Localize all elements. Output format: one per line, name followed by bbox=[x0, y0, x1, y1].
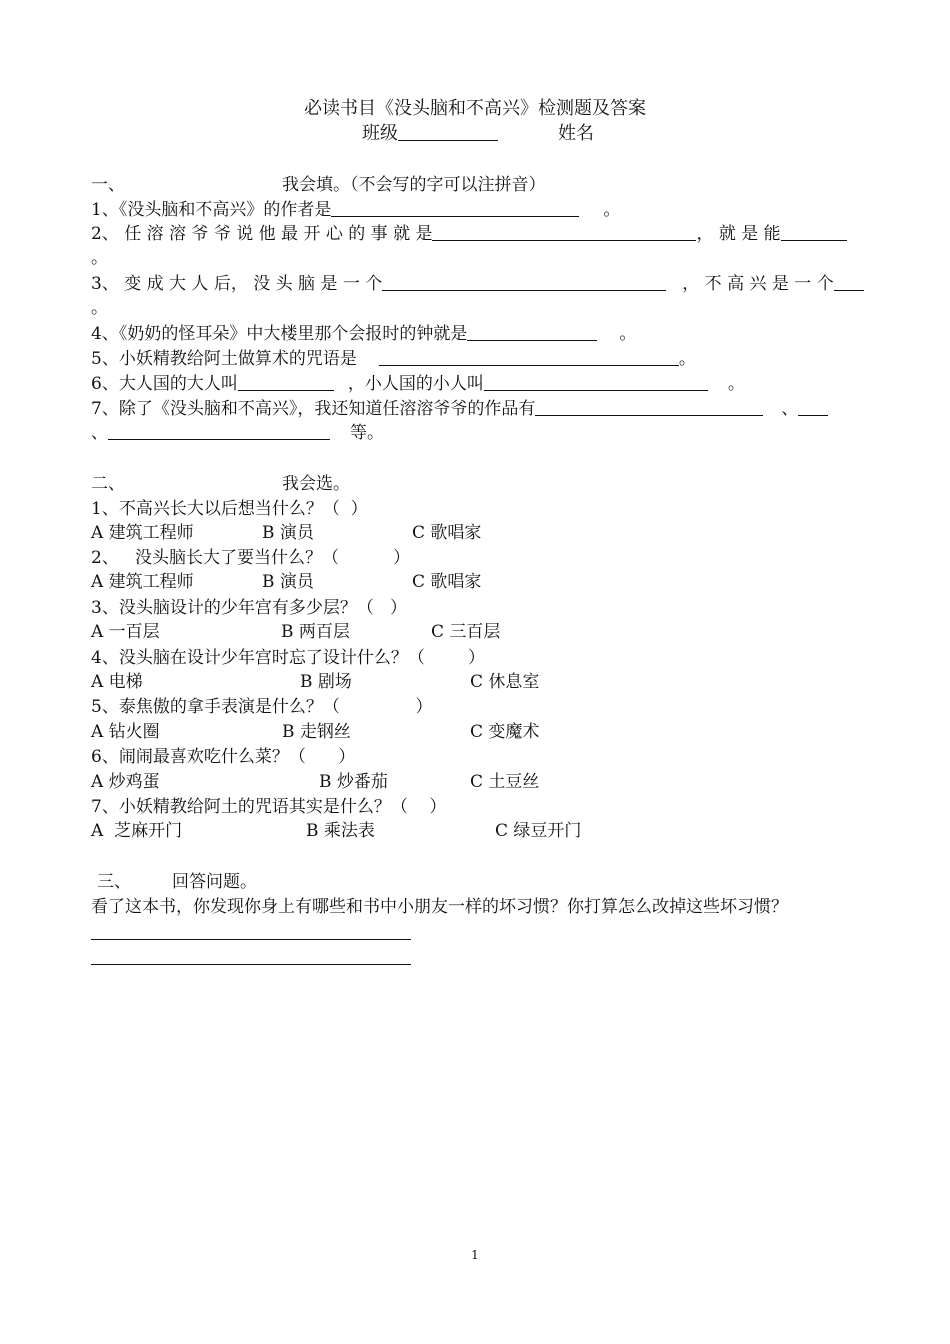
class-name-line bbox=[362, 122, 594, 146]
question1-4 bbox=[91, 322, 636, 346]
question2-3: 3、没头脑设计的少年宫有多少层？（ ） bbox=[91, 598, 408, 618]
q-text: ，小人国的小人叫 bbox=[347, 374, 484, 394]
q-text: 。 bbox=[727, 374, 745, 394]
q-text: 4、《奶奶的怪耳朵》中大楼里那个会报时的钟就是 bbox=[91, 324, 468, 344]
section2-heading: 我会选。 bbox=[282, 474, 350, 494]
question1-5 bbox=[91, 347, 696, 371]
question1-2 bbox=[91, 222, 847, 246]
document-title: 必读书目《没头脑和不高兴》检测题及答案 bbox=[304, 98, 646, 119]
option-a[interactable]: A 钻火圈 bbox=[91, 722, 160, 742]
option-c[interactable]: C 歌唱家 bbox=[412, 572, 482, 592]
name-label: 姓名 bbox=[558, 123, 594, 144]
question1-7 bbox=[91, 397, 828, 421]
option-c[interactable]: C 绿豆开门 bbox=[495, 821, 582, 841]
class-blank[interactable] bbox=[398, 122, 498, 141]
q-text: 5、小妖精教给阿土做算术的咒语是 bbox=[91, 349, 357, 369]
answer-blank[interactable] bbox=[331, 198, 579, 217]
question2-4: 4、没头脑在设计少年宫时忘了设计什么？（ ） bbox=[91, 648, 486, 668]
section1-number: 一、 bbox=[91, 175, 125, 195]
section2-number: 二、 bbox=[91, 474, 125, 494]
q-text: 、 bbox=[91, 423, 108, 443]
q-text: 2、 任 溶 溶 爷 爷 说 他 最 开 心 的 事 就 是 bbox=[91, 224, 433, 244]
answer-blank[interactable] bbox=[781, 222, 847, 241]
answer-blank[interactable] bbox=[834, 272, 864, 291]
option-b[interactable]: B 炒番茄 bbox=[319, 772, 388, 792]
q-text: 3、 变 成 大 人 后， 没 头 脑 是 一 个 bbox=[91, 274, 383, 294]
answer-line-2[interactable] bbox=[91, 963, 411, 965]
question2-1: 1、不高兴长大以后想当什么？（ ） bbox=[91, 499, 368, 519]
option-a[interactable]: A 建筑工程师 bbox=[91, 523, 194, 543]
q-text: ， 不 高 兴 是 一 个 bbox=[682, 274, 834, 294]
answer-blank[interactable] bbox=[108, 421, 330, 440]
q-text: 。 bbox=[603, 200, 621, 220]
option-a[interactable]: A 芝麻开门 bbox=[91, 821, 183, 841]
option-a[interactable]: A 一百层 bbox=[91, 622, 160, 642]
answer-blank[interactable] bbox=[535, 397, 763, 416]
question1-3-end: 。 bbox=[91, 298, 108, 318]
option-a[interactable]: A 炒鸡蛋 bbox=[91, 772, 160, 792]
answer-blank[interactable] bbox=[379, 347, 679, 366]
answer-blank[interactable] bbox=[432, 222, 696, 241]
question2-6: 6、闹闹最喜欢吃什么菜？（ ） bbox=[91, 747, 356, 767]
q-text: 、 bbox=[781, 399, 799, 419]
section3-question: 看了这本书，你发现你身上有哪些和书中小朋友一样的坏习惯？你打算怎么改掉这些坏习惯？ bbox=[91, 897, 788, 917]
option-c[interactable]: C 休息室 bbox=[470, 672, 540, 692]
question2-7: 7、小妖精教给阿土的咒语其实是什么？（ ） bbox=[91, 797, 447, 817]
answer-blank[interactable] bbox=[484, 372, 708, 391]
question1-2-end: 。 bbox=[91, 248, 108, 268]
question1-6 bbox=[91, 372, 745, 396]
answer-blank[interactable] bbox=[467, 322, 597, 341]
section3-number: 三、 bbox=[97, 872, 131, 892]
q-text: 7、除了《没头脑和不高兴》，我还知道任溶溶爷爷的作品有 bbox=[91, 399, 536, 419]
section3-heading: 回答问题。 bbox=[172, 872, 257, 892]
answer-blank[interactable] bbox=[382, 272, 666, 291]
option-b[interactable]: B 乘法表 bbox=[306, 821, 375, 841]
question2-5: 5、泰焦傲的拿手表演是什么？（ ） bbox=[91, 697, 433, 717]
q-text: 。 bbox=[619, 324, 637, 344]
class-label: 班级 bbox=[362, 123, 398, 144]
option-b[interactable]: B 剧场 bbox=[300, 672, 352, 692]
option-c[interactable]: C 变魔术 bbox=[470, 722, 540, 742]
q-text: 6、大人国的大人叫 bbox=[91, 374, 238, 394]
section1-header bbox=[91, 173, 125, 197]
answer-line-1[interactable] bbox=[91, 938, 411, 940]
question1-7-cont bbox=[91, 421, 384, 445]
option-c[interactable]: C 土豆丝 bbox=[470, 772, 540, 792]
option-a[interactable]: A 电梯 bbox=[91, 672, 143, 692]
option-b[interactable]: B 演员 bbox=[262, 523, 314, 543]
option-b[interactable]: B 演员 bbox=[262, 572, 314, 592]
q-text: ， 就 是 能 bbox=[696, 224, 781, 244]
question2-2: 2、 没头脑长大了要当什么？（ ） bbox=[91, 548, 411, 568]
option-c[interactable]: C 三百层 bbox=[431, 622, 501, 642]
answer-blank[interactable] bbox=[798, 397, 828, 416]
option-a[interactable]: A 建筑工程师 bbox=[91, 572, 194, 592]
option-c[interactable]: C 歌唱家 bbox=[412, 523, 482, 543]
section1-heading: 我会填。（不会写的字可以注拼音） bbox=[282, 175, 546, 195]
q-text: 1、《没头脑和不高兴》的作者是 bbox=[91, 200, 332, 220]
option-b[interactable]: B 走钢丝 bbox=[282, 722, 351, 742]
option-b[interactable]: B 两百层 bbox=[281, 622, 350, 642]
page-number: 1 bbox=[471, 1248, 479, 1262]
q-text: 。 bbox=[678, 349, 696, 369]
answer-blank[interactable] bbox=[238, 372, 334, 391]
question1-3 bbox=[91, 272, 864, 296]
question1-1 bbox=[91, 198, 620, 222]
q-text: 等。 bbox=[350, 423, 384, 443]
